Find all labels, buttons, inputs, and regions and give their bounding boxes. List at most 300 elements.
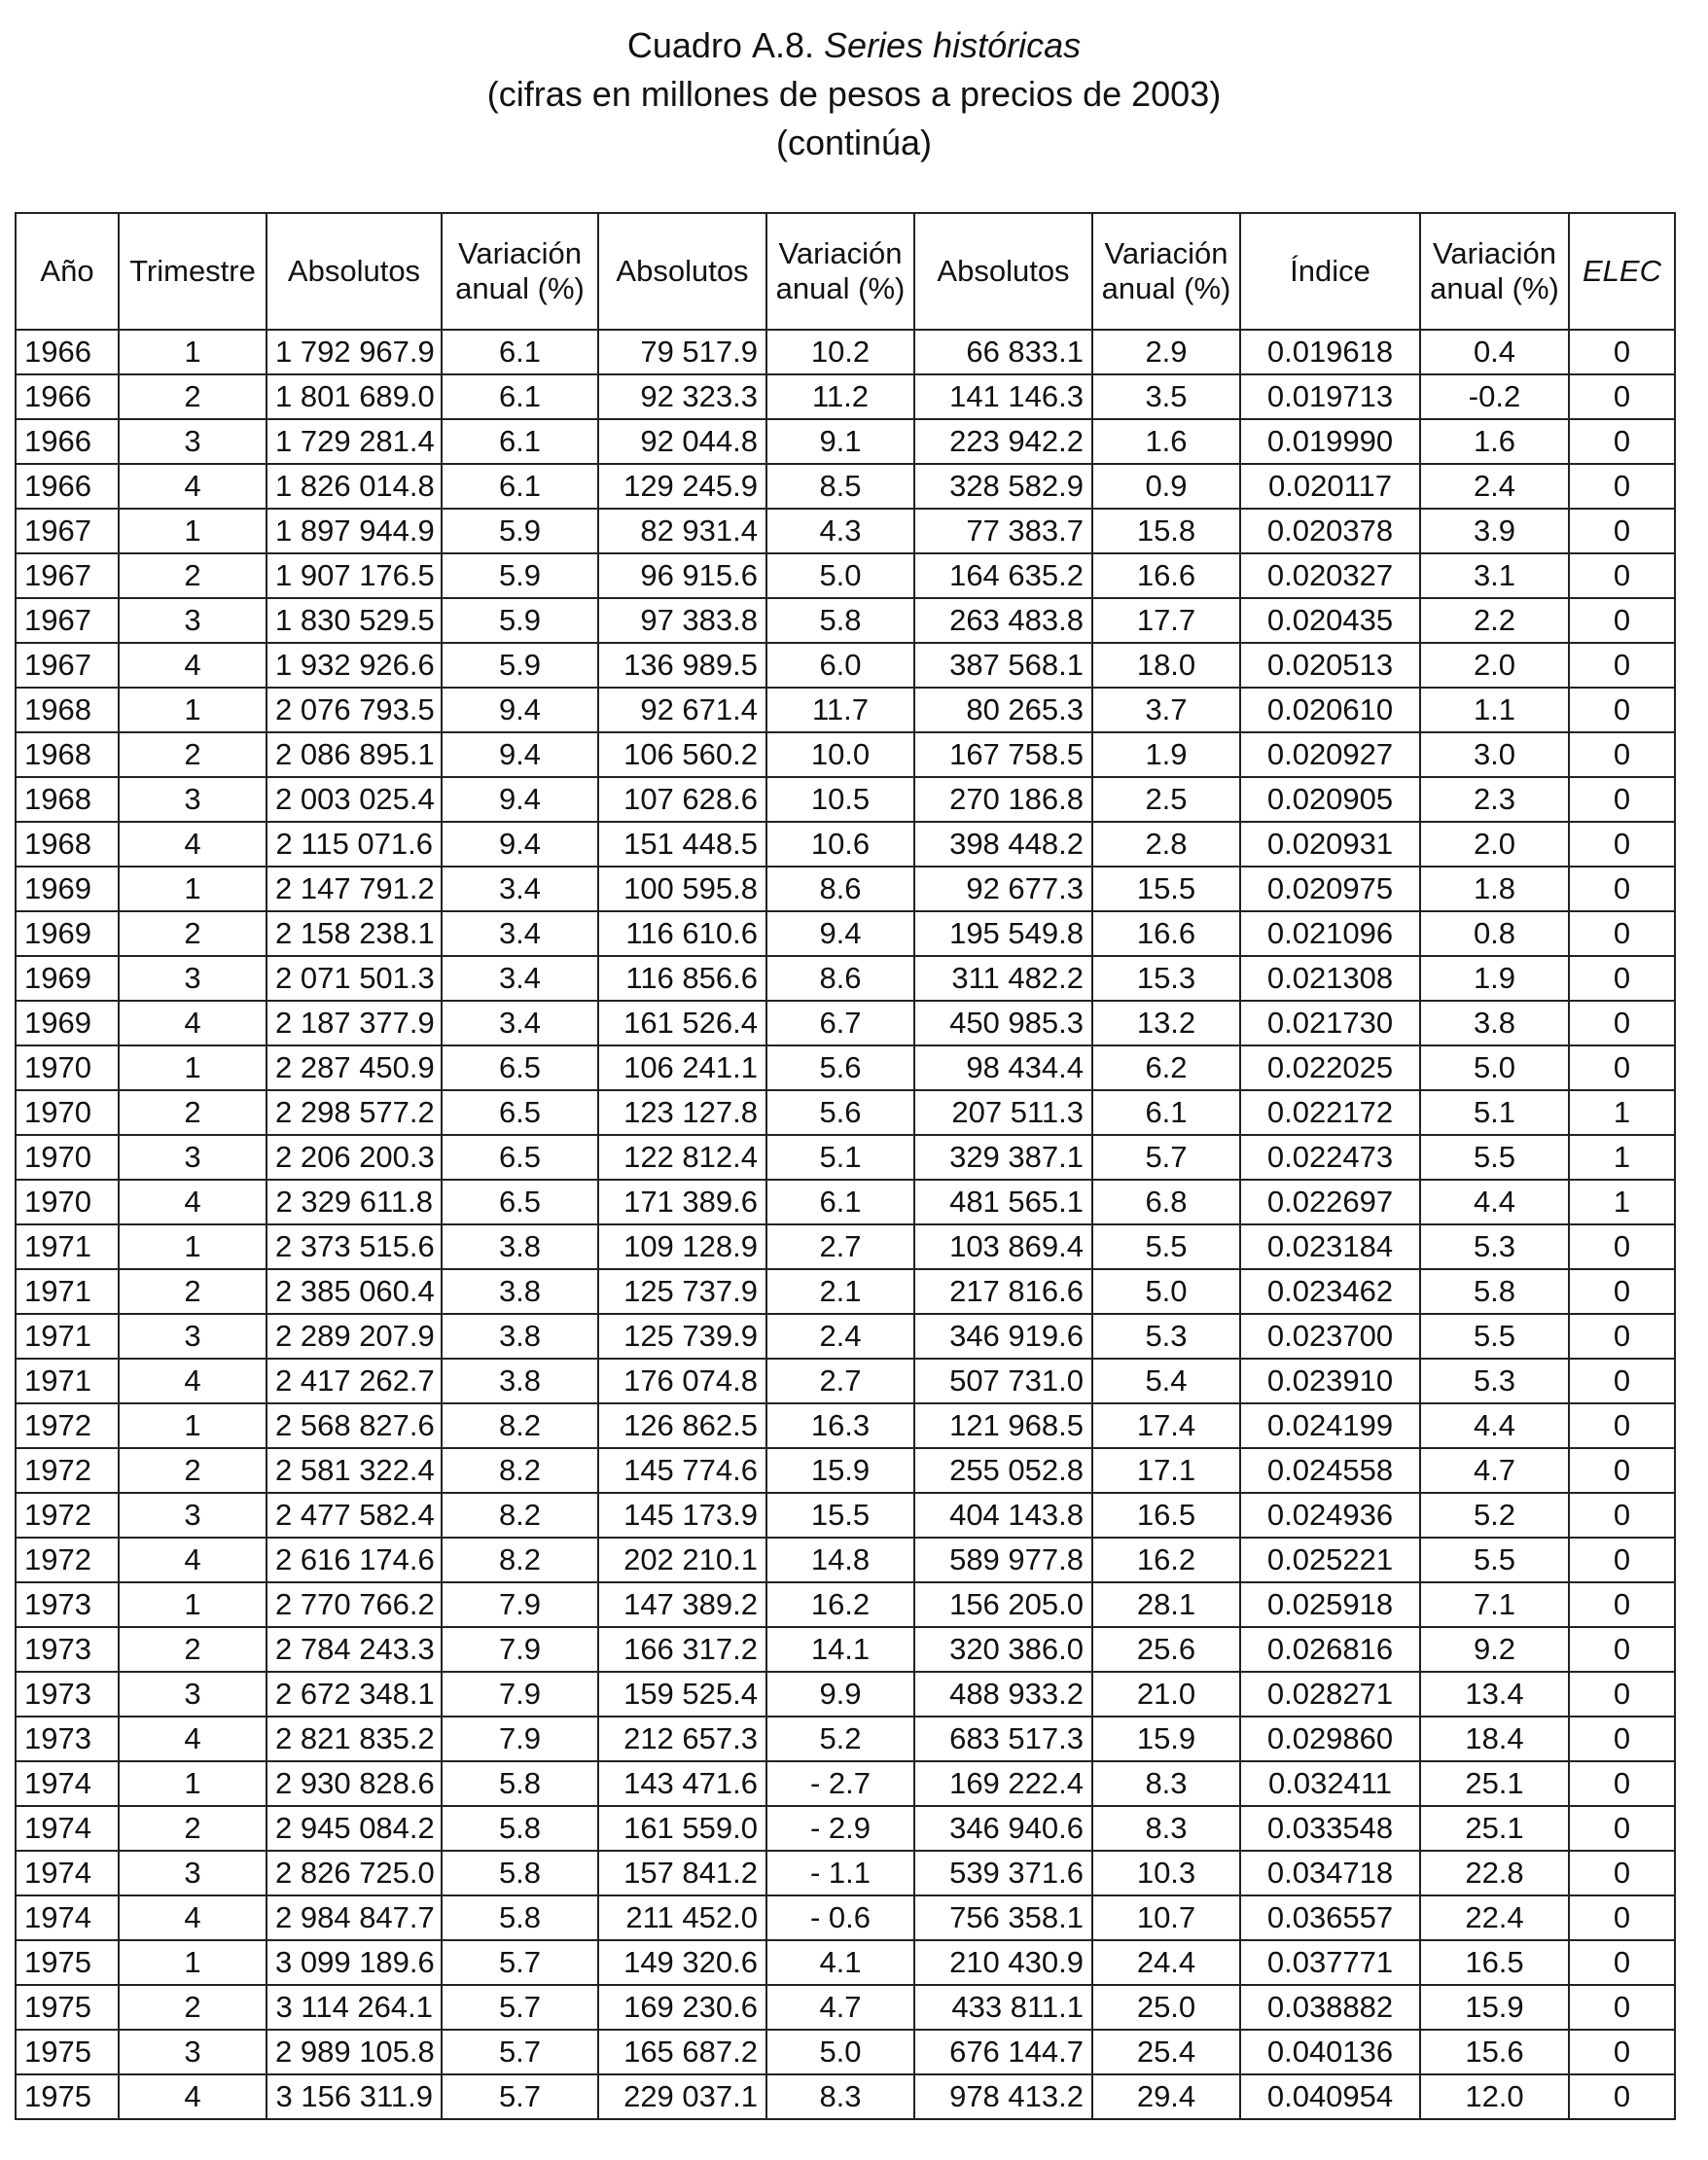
cell-annual-change-4: 22.4 (1420, 1895, 1569, 1940)
cell-annual-change-1: 5.8 (442, 1806, 598, 1851)
cell-index: 0.025918 (1240, 1582, 1420, 1627)
table-row (16, 867, 1675, 911)
cell-annual-change-2: 2.7 (766, 1359, 914, 1403)
header-elec: ELEC (1569, 213, 1675, 330)
table-row (16, 688, 1675, 732)
cell-annual-change-4: 9.2 (1420, 1627, 1569, 1672)
cell-elec: 0 (1569, 867, 1675, 911)
cell-annual-change-3: 10.7 (1092, 1895, 1240, 1940)
cell-elec: 0 (1569, 1717, 1675, 1761)
cell-elec: 0 (1569, 1806, 1675, 1851)
cell-year: 1968 (16, 777, 119, 822)
cell-year: 1975 (16, 1985, 119, 2030)
table-row (16, 643, 1675, 688)
cell-absolute-1: 2 187 377.9 (267, 1001, 442, 1045)
cell-quarter: 3 (119, 1672, 267, 1717)
cell-index: 0.020975 (1240, 867, 1420, 911)
cell-absolute-2: 116 856.6 (598, 956, 766, 1001)
cell-annual-change-1: 6.5 (442, 1135, 598, 1180)
cell-index: 0.019990 (1240, 419, 1420, 464)
cell-annual-change-3: 5.3 (1092, 1314, 1240, 1359)
cell-annual-change-3: 6.8 (1092, 1180, 1240, 1224)
cell-year: 1967 (16, 553, 119, 598)
cell-annual-change-3: 25.0 (1092, 1985, 1240, 2030)
cell-annual-change-4: 1.8 (1420, 867, 1569, 911)
cell-quarter: 2 (119, 1985, 267, 2030)
cell-absolute-2: 126 862.5 (598, 1403, 766, 1448)
cell-index: 0.020378 (1240, 509, 1420, 553)
cell-quarter: 1 (119, 867, 267, 911)
cell-quarter: 2 (119, 1090, 267, 1135)
cell-annual-change-1: 5.7 (442, 1940, 598, 1985)
cell-annual-change-1: 5.7 (442, 2074, 598, 2119)
table-row (16, 1627, 1675, 1672)
header-absolute-2: Absolutos (598, 213, 766, 330)
cell-index: 0.019618 (1240, 330, 1420, 374)
cell-absolute-2: 165 687.2 (598, 2030, 766, 2074)
cell-year: 1969 (16, 867, 119, 911)
cell-year: 1971 (16, 1269, 119, 1314)
caption-title: Series históricas (824, 25, 1082, 65)
cell-absolute-1: 2 930 828.6 (267, 1761, 442, 1806)
cell-annual-change-3: 15.9 (1092, 1717, 1240, 1761)
cell-quarter: 4 (119, 2074, 267, 2119)
cell-annual-change-3: 3.7 (1092, 688, 1240, 732)
table-row (16, 1314, 1675, 1359)
cell-annual-change-1: 6.1 (442, 374, 598, 419)
cell-absolute-2: 169 230.6 (598, 1985, 766, 2030)
cell-quarter: 3 (119, 598, 267, 643)
cell-annual-change-3: 17.4 (1092, 1403, 1240, 1448)
cell-elec: 0 (1569, 1985, 1675, 2030)
cell-absolute-3: 167 758.5 (914, 732, 1092, 777)
cell-absolute-3: 77 383.7 (914, 509, 1092, 553)
cell-annual-change-4: 5.5 (1420, 1538, 1569, 1582)
table-row (16, 1135, 1675, 1180)
table-row (16, 464, 1675, 509)
header-quarter: Trimestre (119, 213, 267, 330)
table-row (16, 1538, 1675, 1582)
cell-annual-change-4: 3.8 (1420, 1001, 1569, 1045)
cell-annual-change-2: 8.6 (766, 867, 914, 911)
cell-annual-change-4: 2.4 (1420, 464, 1569, 509)
cell-elec: 0 (1569, 2030, 1675, 2074)
table-row (16, 2030, 1675, 2074)
cell-annual-change-2: 9.9 (766, 1672, 914, 1717)
cell-elec: 0 (1569, 1851, 1675, 1895)
cell-absolute-1: 2 003 025.4 (267, 777, 442, 822)
cell-elec: 0 (1569, 1045, 1675, 1090)
cell-index: 0.020513 (1240, 643, 1420, 688)
cell-annual-change-3: 15.8 (1092, 509, 1240, 553)
table-row (16, 1493, 1675, 1538)
cell-annual-change-4: 18.4 (1420, 1717, 1569, 1761)
cell-absolute-1: 2 086 895.1 (267, 732, 442, 777)
cell-absolute-1: 1 830 529.5 (267, 598, 442, 643)
cell-absolute-3: 103 869.4 (914, 1224, 1092, 1269)
cell-annual-change-1: 5.9 (442, 643, 598, 688)
cell-index: 0.032411 (1240, 1761, 1420, 1806)
cell-annual-change-2: 15.9 (766, 1448, 914, 1493)
cell-absolute-2: 161 559.0 (598, 1806, 766, 1851)
cell-annual-change-4: 4.7 (1420, 1448, 1569, 1493)
cell-annual-change-3: 15.5 (1092, 867, 1240, 911)
cell-absolute-1: 2 115 071.6 (267, 822, 442, 867)
cell-annual-change-3: 8.3 (1092, 1761, 1240, 1806)
cell-annual-change-4: 1.6 (1420, 419, 1569, 464)
cell-annual-change-1: 7.9 (442, 1717, 598, 1761)
table-row (16, 1403, 1675, 1448)
cell-elec: 0 (1569, 1403, 1675, 1448)
cell-annual-change-1: 7.9 (442, 1627, 598, 1672)
cell-annual-change-1: 6.5 (442, 1180, 598, 1224)
cell-quarter: 3 (119, 956, 267, 1001)
cell-elec: 0 (1569, 911, 1675, 956)
cell-elec: 0 (1569, 1001, 1675, 1045)
cell-elec: 0 (1569, 1493, 1675, 1538)
historical-series-table (15, 212, 1676, 2120)
cell-absolute-3: 169 222.4 (914, 1761, 1092, 1806)
cell-absolute-2: 147 389.2 (598, 1582, 766, 1627)
table-row (16, 1045, 1675, 1090)
cell-annual-change-4: 2.2 (1420, 598, 1569, 643)
cell-annual-change-3: 13.2 (1092, 1001, 1240, 1045)
table-row (16, 1851, 1675, 1895)
cell-index: 0.022025 (1240, 1045, 1420, 1090)
cell-annual-change-1: 5.9 (442, 598, 598, 643)
cell-year: 1966 (16, 419, 119, 464)
cell-quarter: 1 (119, 330, 267, 374)
cell-absolute-1: 1 729 281.4 (267, 419, 442, 464)
cell-annual-change-1: 9.4 (442, 688, 598, 732)
cell-index: 0.028271 (1240, 1672, 1420, 1717)
cell-annual-change-1: 3.8 (442, 1269, 598, 1314)
cell-annual-change-4: 0.8 (1420, 911, 1569, 956)
cell-annual-change-2: 10.5 (766, 777, 914, 822)
cell-absolute-1: 2 147 791.2 (267, 867, 442, 911)
cell-annual-change-2: 10.2 (766, 330, 914, 374)
cell-elec: 0 (1569, 1627, 1675, 1672)
cell-annual-change-4: 3.0 (1420, 732, 1569, 777)
cell-year: 1967 (16, 598, 119, 643)
table-row (16, 1582, 1675, 1627)
cell-annual-change-2: 5.6 (766, 1090, 914, 1135)
cell-annual-change-2: 6.7 (766, 1001, 914, 1045)
cell-annual-change-3: 21.0 (1092, 1672, 1240, 1717)
cell-absolute-2: 79 517.9 (598, 330, 766, 374)
table-row (16, 509, 1675, 553)
cell-quarter: 1 (119, 1224, 267, 1269)
cell-annual-change-3: 16.6 (1092, 553, 1240, 598)
table-row (16, 777, 1675, 822)
cell-year: 1973 (16, 1582, 119, 1627)
table-row (16, 1090, 1675, 1135)
cell-year: 1966 (16, 374, 119, 419)
cell-annual-change-1: 6.5 (442, 1045, 598, 1090)
cell-elec: 0 (1569, 1672, 1675, 1717)
cell-index: 0.021730 (1240, 1001, 1420, 1045)
table-row (16, 1269, 1675, 1314)
cell-annual-change-4: 1.1 (1420, 688, 1569, 732)
cell-absolute-1: 2 417 262.7 (267, 1359, 442, 1403)
header-annual-change-4: Variación anual (%) (1420, 213, 1569, 330)
cell-annual-change-2: 5.6 (766, 1045, 914, 1090)
cell-absolute-2: 122 812.4 (598, 1135, 766, 1180)
cell-annual-change-4: 13.4 (1420, 1672, 1569, 1717)
table-row (16, 956, 1675, 1001)
cell-absolute-2: 145 774.6 (598, 1448, 766, 1493)
cell-elec: 0 (1569, 419, 1675, 464)
cell-absolute-2: 161 526.4 (598, 1001, 766, 1045)
cell-annual-change-4: 5.5 (1420, 1314, 1569, 1359)
cell-annual-change-1: 5.8 (442, 1851, 598, 1895)
cell-annual-change-4: 0.4 (1420, 330, 1569, 374)
cell-absolute-2: 125 739.9 (598, 1314, 766, 1359)
cell-annual-change-4: 5.5 (1420, 1135, 1569, 1180)
cell-quarter: 3 (119, 777, 267, 822)
cell-absolute-1: 2 289 207.9 (267, 1314, 442, 1359)
cell-absolute-2: 92 671.4 (598, 688, 766, 732)
cell-absolute-2: 171 389.6 (598, 1180, 766, 1224)
cell-index: 0.040954 (1240, 2074, 1420, 2119)
cell-absolute-2: 129 245.9 (598, 464, 766, 509)
cell-quarter: 1 (119, 688, 267, 732)
cell-annual-change-2: 2.7 (766, 1224, 914, 1269)
cell-absolute-3: 195 549.8 (914, 911, 1092, 956)
cell-absolute-2: 107 628.6 (598, 777, 766, 822)
cell-quarter: 2 (119, 553, 267, 598)
cell-absolute-1: 2 568 827.6 (267, 1403, 442, 1448)
table-row (16, 1224, 1675, 1269)
cell-annual-change-2: 9.4 (766, 911, 914, 956)
cell-absolute-3: 481 565.1 (914, 1180, 1092, 1224)
cell-quarter: 4 (119, 1538, 267, 1582)
cell-elec: 0 (1569, 1359, 1675, 1403)
cell-quarter: 1 (119, 1403, 267, 1448)
cell-year: 1972 (16, 1493, 119, 1538)
cell-annual-change-3: 5.4 (1092, 1359, 1240, 1403)
cell-absolute-3: 676 144.7 (914, 2030, 1092, 2074)
cell-quarter: 3 (119, 1493, 267, 1538)
cell-annual-change-4: 2.3 (1420, 777, 1569, 822)
cell-index: 0.020435 (1240, 598, 1420, 643)
cell-absolute-2: 82 931.4 (598, 509, 766, 553)
cell-quarter: 4 (119, 1001, 267, 1045)
table-row (16, 374, 1675, 419)
cell-annual-change-4: 5.8 (1420, 1269, 1569, 1314)
cell-year: 1974 (16, 1806, 119, 1851)
cell-annual-change-4: 15.9 (1420, 1985, 1569, 2030)
cell-absolute-1: 2 616 174.6 (267, 1538, 442, 1582)
cell-absolute-1: 2 071 501.3 (267, 956, 442, 1001)
cell-annual-change-4: 12.0 (1420, 2074, 1569, 2119)
cell-absolute-1: 2 984 847.7 (267, 1895, 442, 1940)
cell-elec: 0 (1569, 1940, 1675, 1985)
cell-year: 1973 (16, 1717, 119, 1761)
cell-year: 1967 (16, 643, 119, 688)
caption-code: A.8. (751, 25, 815, 65)
cell-annual-change-2: - 2.7 (766, 1761, 914, 1806)
cell-elec: 0 (1569, 822, 1675, 867)
cell-annual-change-2: 10.0 (766, 732, 914, 777)
cell-annual-change-1: 3.4 (442, 911, 598, 956)
cell-quarter: 3 (119, 1314, 267, 1359)
cell-annual-change-1: 5.7 (442, 2030, 598, 2074)
cell-absolute-1: 2 821 835.2 (267, 1717, 442, 1761)
cell-index: 0.020610 (1240, 688, 1420, 732)
header-year: Año (16, 213, 119, 330)
cell-absolute-3: 320 386.0 (914, 1627, 1092, 1672)
cell-index: 0.022172 (1240, 1090, 1420, 1135)
header-annual-change-1: Variación anual (%) (442, 213, 598, 330)
cell-index: 0.023910 (1240, 1359, 1420, 1403)
cell-absolute-3: 141 146.3 (914, 374, 1092, 419)
cell-annual-change-2: 5.2 (766, 1717, 914, 1761)
cell-absolute-1: 1 907 176.5 (267, 553, 442, 598)
cell-absolute-2: 123 127.8 (598, 1090, 766, 1135)
cell-quarter: 1 (119, 509, 267, 553)
cell-annual-change-3: 28.1 (1092, 1582, 1240, 1627)
cell-annual-change-2: 16.2 (766, 1582, 914, 1627)
table-row (16, 911, 1675, 956)
cell-quarter: 3 (119, 419, 267, 464)
cell-year: 1972 (16, 1538, 119, 1582)
cell-quarter: 4 (119, 1717, 267, 1761)
cell-annual-change-1: 8.2 (442, 1403, 598, 1448)
cell-annual-change-3: 16.2 (1092, 1538, 1240, 1582)
cell-absolute-1: 2 770 766.2 (267, 1582, 442, 1627)
cell-elec: 0 (1569, 1761, 1675, 1806)
cell-annual-change-1: 9.4 (442, 777, 598, 822)
cell-year: 1973 (16, 1627, 119, 1672)
cell-elec: 1 (1569, 1180, 1675, 1224)
cell-annual-change-3: 2.9 (1092, 330, 1240, 374)
cell-absolute-2: 125 737.9 (598, 1269, 766, 1314)
cell-year: 1968 (16, 822, 119, 867)
cell-index: 0.019713 (1240, 374, 1420, 419)
cell-annual-change-1: 5.8 (442, 1761, 598, 1806)
cell-annual-change-3: 17.7 (1092, 598, 1240, 643)
cell-index: 0.034718 (1240, 1851, 1420, 1895)
cell-quarter: 4 (119, 464, 267, 509)
table-row (16, 330, 1675, 374)
cell-quarter: 3 (119, 1135, 267, 1180)
table-row (16, 598, 1675, 643)
cell-elec: 0 (1569, 956, 1675, 1001)
cell-absolute-1: 2 076 793.5 (267, 688, 442, 732)
table-row (16, 553, 1675, 598)
cell-absolute-3: 683 517.3 (914, 1717, 1092, 1761)
cell-absolute-1: 2 945 084.2 (267, 1806, 442, 1851)
cell-absolute-3: 589 977.8 (914, 1538, 1092, 1582)
cell-annual-change-3: 5.0 (1092, 1269, 1240, 1314)
cell-year: 1972 (16, 1403, 119, 1448)
cell-elec: 0 (1569, 553, 1675, 598)
cell-absolute-3: 404 143.8 (914, 1493, 1092, 1538)
cell-year: 1975 (16, 2074, 119, 2119)
cell-index: 0.024199 (1240, 1403, 1420, 1448)
cell-annual-change-4: -0.2 (1420, 374, 1569, 419)
cell-year: 1971 (16, 1314, 119, 1359)
cell-index: 0.038882 (1240, 1985, 1420, 2030)
cell-absolute-1: 1 826 014.8 (267, 464, 442, 509)
cell-annual-change-2: - 1.1 (766, 1851, 914, 1895)
cell-absolute-2: 166 317.2 (598, 1627, 766, 1672)
cell-index: 0.020327 (1240, 553, 1420, 598)
cell-absolute-3: 255 052.8 (914, 1448, 1092, 1493)
cell-absolute-3: 328 582.9 (914, 464, 1092, 509)
cell-absolute-3: 80 265.3 (914, 688, 1092, 732)
cell-index: 0.022473 (1240, 1135, 1420, 1180)
cell-absolute-3: 164 635.2 (914, 553, 1092, 598)
cell-annual-change-2: 4.7 (766, 1985, 914, 2030)
cell-absolute-2: 149 320.6 (598, 1940, 766, 1985)
cell-annual-change-2: 8.6 (766, 956, 914, 1001)
cell-annual-change-1: 7.9 (442, 1582, 598, 1627)
cell-quarter: 2 (119, 732, 267, 777)
cell-annual-change-3: 1.9 (1092, 732, 1240, 777)
cell-elec: 0 (1569, 1895, 1675, 1940)
cell-absolute-2: 143 471.6 (598, 1761, 766, 1806)
cell-annual-change-3: 6.2 (1092, 1045, 1240, 1090)
cell-absolute-1: 3 114 264.1 (267, 1985, 442, 2030)
cell-elec: 0 (1569, 2074, 1675, 2119)
cell-index: 0.023700 (1240, 1314, 1420, 1359)
cell-annual-change-2: 4.3 (766, 509, 914, 553)
cell-index: 0.029860 (1240, 1717, 1420, 1761)
cell-quarter: 2 (119, 911, 267, 956)
cell-annual-change-4: 5.0 (1420, 1045, 1569, 1090)
cell-elec: 0 (1569, 374, 1675, 419)
cell-absolute-3: 270 186.8 (914, 777, 1092, 822)
table-row (16, 419, 1675, 464)
cell-absolute-3: 346 919.6 (914, 1314, 1092, 1359)
cell-annual-change-4: 1.9 (1420, 956, 1569, 1001)
cell-annual-change-1: 6.1 (442, 330, 598, 374)
cell-annual-change-3: 10.3 (1092, 1851, 1240, 1895)
cell-annual-change-2: 11.2 (766, 374, 914, 419)
cell-absolute-2: 157 841.2 (598, 1851, 766, 1895)
cell-quarter: 1 (119, 1582, 267, 1627)
cell-annual-change-1: 5.8 (442, 1895, 598, 1940)
cell-elec: 1 (1569, 1135, 1675, 1180)
table-row (16, 1180, 1675, 1224)
cell-absolute-1: 1 932 926.6 (267, 643, 442, 688)
cell-elec: 0 (1569, 1314, 1675, 1359)
cell-elec: 0 (1569, 777, 1675, 822)
cell-annual-change-1: 9.4 (442, 732, 598, 777)
caption-prefix: Cuadro (626, 25, 742, 65)
cell-annual-change-3: 16.5 (1092, 1493, 1240, 1538)
cell-absolute-3: 207 511.3 (914, 1090, 1092, 1135)
cell-annual-change-3: 2.5 (1092, 777, 1240, 822)
caption-continues: (continúa) (775, 123, 933, 162)
cell-absolute-3: 539 371.6 (914, 1851, 1092, 1895)
cell-year: 1970 (16, 1180, 119, 1224)
cell-year: 1970 (16, 1135, 119, 1180)
cell-annual-change-4: 3.1 (1420, 553, 1569, 598)
cell-annual-change-1: 5.7 (442, 1985, 598, 2030)
cell-annual-change-2: - 2.9 (766, 1806, 914, 1851)
cell-quarter: 2 (119, 1269, 267, 1314)
cell-annual-change-1: 3.4 (442, 867, 598, 911)
cell-annual-change-3: 3.5 (1092, 374, 1240, 419)
cell-year: 1974 (16, 1761, 119, 1806)
cell-annual-change-1: 8.2 (442, 1538, 598, 1582)
cell-quarter: 3 (119, 1851, 267, 1895)
cell-absolute-2: 92 044.8 (598, 419, 766, 464)
cell-absolute-2: 100 595.8 (598, 867, 766, 911)
